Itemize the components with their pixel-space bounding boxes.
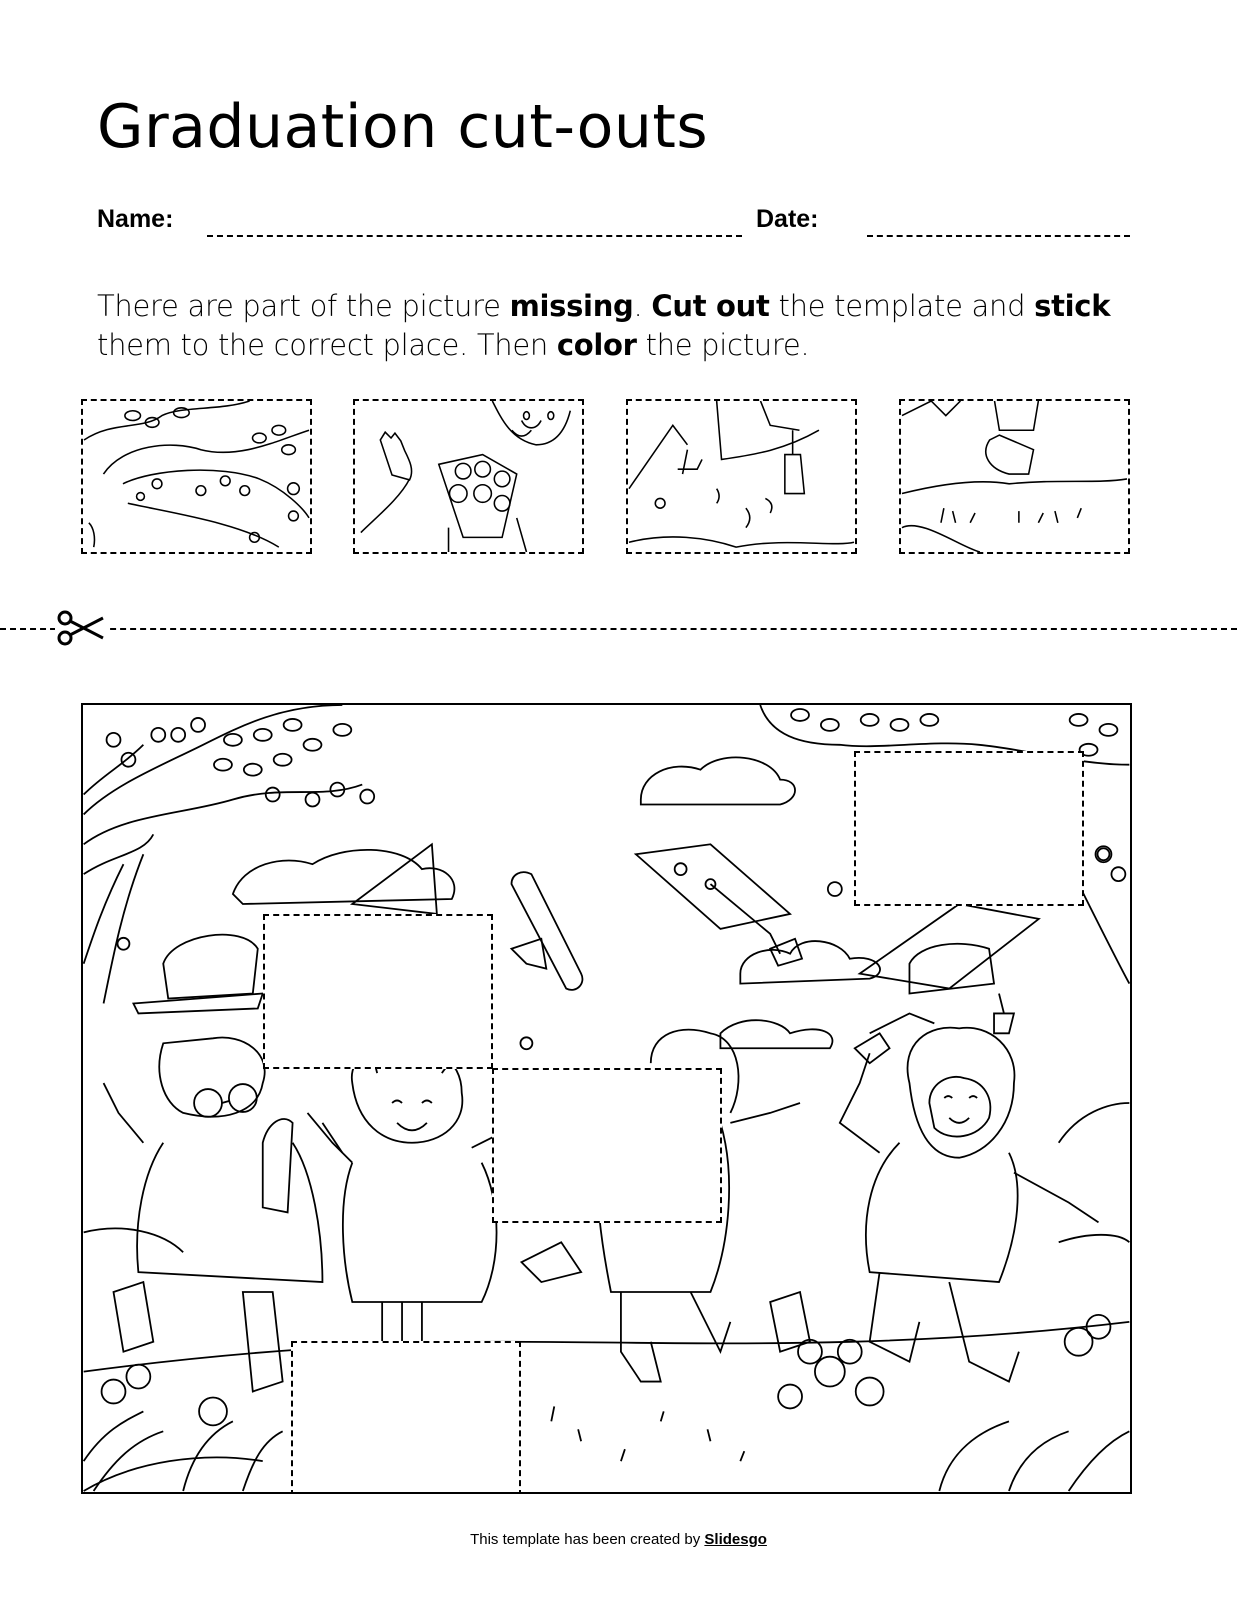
- cutout-piece-tree-path[interactable]: [81, 399, 312, 554]
- shoe-grass-icon: [901, 401, 1128, 552]
- coloring-scene[interactable]: [81, 703, 1132, 1494]
- child-bouquet-icon: [355, 401, 582, 552]
- cutout-piece-child-bouquet[interactable]: [353, 399, 584, 554]
- missing-slot-1[interactable]: [854, 751, 1084, 906]
- cut-line: [0, 628, 1237, 630]
- worksheet-title: Graduation cut-outs: [97, 92, 709, 162]
- tree-path-icon: [83, 401, 310, 552]
- cutout-piece-shoe-grass[interactable]: [899, 399, 1130, 554]
- cap-tassel-icon: [628, 401, 855, 552]
- date-label: Date:: [756, 205, 819, 233]
- missing-slot-4[interactable]: [291, 1341, 521, 1494]
- cutout-piece-cap-tassel[interactable]: [626, 399, 857, 554]
- date-field-line[interactable]: [867, 235, 1130, 237]
- instructions: There are part of the picture missing. Cut out the template and stick them to the correct place. Then color the picture.: [97, 289, 1111, 362]
- name-label: Name:: [97, 205, 174, 233]
- missing-slot-2[interactable]: [263, 914, 493, 1069]
- slidesgo-link[interactable]: Slidesgo: [704, 1531, 767, 1548]
- footer-credit: This template has been created by Slidesgo: [470, 1531, 767, 1548]
- name-field-line[interactable]: [207, 235, 742, 237]
- scissors-icon: [55, 608, 107, 648]
- missing-slot-3[interactable]: [492, 1068, 722, 1223]
